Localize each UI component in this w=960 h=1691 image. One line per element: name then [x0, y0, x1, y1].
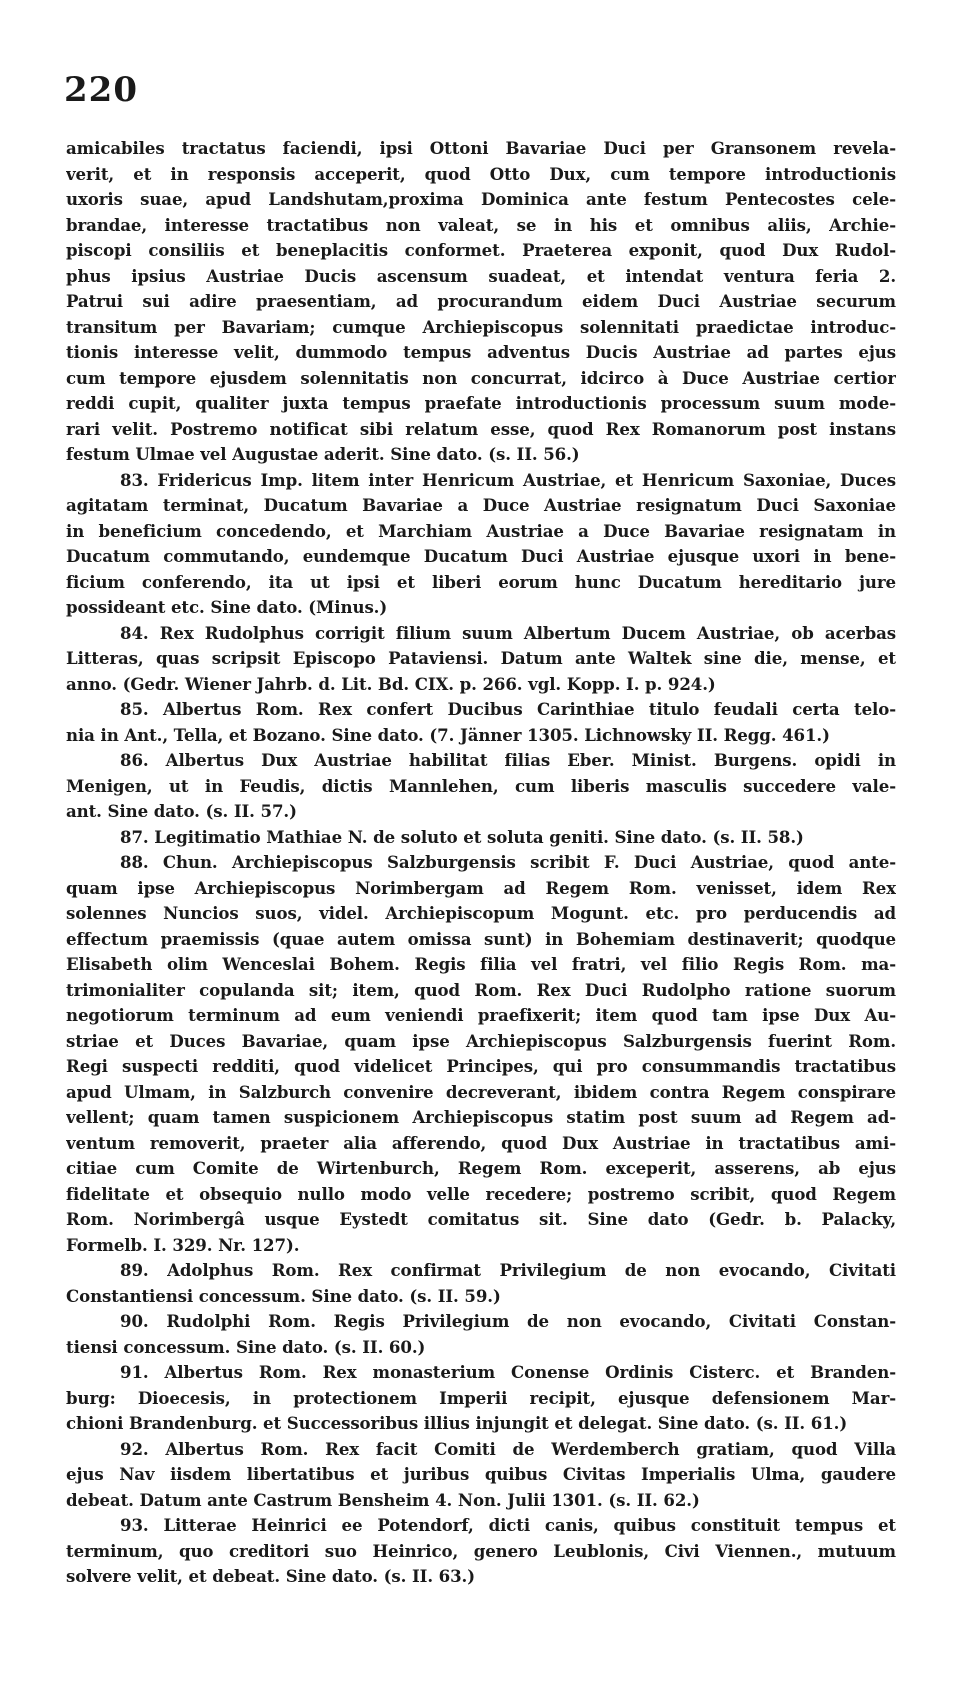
text-line: reddi cupit, qualiter juxta tempus praefate introductionis processum suum mode-: [66, 393, 896, 413]
text-line: Litteras, quas scripsit Episcopo Pataviensi. Datum ante Waltek sine die, mense, et: [66, 648, 896, 668]
text-line: uxoris suae, apud Landshutam,proxima Dominica ante festum Pentecostes cele-: [66, 189, 896, 209]
text-line: phus ipsius Austriae Ducis ascensum suadeat, et intendat ventura feria 2.: [66, 265, 896, 286]
text-line: chioni Brandenburg. et Successoribus illius injungit et delegat. Sine dato. (s. II. 61.): [66, 1413, 848, 1433]
text-line: effectum praemissis (quae autem omissa sunt) in Bohemiam destinaverit; quodque: [66, 928, 896, 949]
text-line: brandae, interesse tractatibus non valeat, se in his et omnibus aliis, Archie-: [66, 214, 896, 235]
text-line: cum tempore ejusdem solennitatis non concurrat, idcirco à Duce Austriae certior: [66, 367, 896, 388]
text-body: [66, 136, 896, 1590]
text-line: Menigen, ut in Feudis, dictis Mannlehen, cum liberis masculis succedere vale-: [66, 775, 896, 796]
text-line: nia in Ant., Tella, et Bozano. Sine dato. (7. Jänner 1305. Lichnowsky II. Regg. 461.): [66, 724, 830, 745]
text-line: rari velit. Postremo notificat sibi relatum esse, quod Rex Romanorum post instans: [66, 418, 896, 439]
text-line: 90. Rudolphi Rom. Regis Privilegium de non evocando, Civitati Constan-: [120, 1311, 896, 1331]
text-line: 84. Rex Rudolphus corrigit filium suum Albertum Ducem Austriae, ob acerbas: [120, 622, 896, 643]
text-line: burg: Dioecesis, in protectionem Imperii recipit, ejusque defensionem Mar-: [66, 1387, 896, 1408]
text-line: 93. Litterae Heinrici ee Potendorf, dicti canis, quibus constituit tempus et: [120, 1515, 896, 1535]
text-line: anno. (Gedr. Wiener Jahrb. d. Lit. Bd. CIX. p. 266. vgl. Kopp. I. p. 924.): [66, 673, 716, 694]
text-line: agitatam terminat, Ducatum Bavariae a Duce Austriae resignatum Duci Saxoniae: [66, 495, 896, 515]
text-line: 89. Adolphus Rom. Rex confirmat Privilegium de non evocando, Civitati: [120, 1260, 896, 1280]
text-line: Constantiensi concessum. Sine dato. (s. II. 59.): [66, 1285, 501, 1306]
text-line: transitum per Bavariam; cumque Archiepiscopus solennitati praedictae introduc-: [66, 316, 896, 337]
text-line: 92. Albertus Rom. Rex facit Comiti de Werdemberch gratiam, quod Villa: [120, 1438, 896, 1459]
text-line: ant. Sine dato. (s. II. 57.): [66, 801, 297, 821]
text-line: Regi suspecti redditi, quod videlicet Principes, qui pro consummandis tractatibus: [66, 1056, 896, 1076]
text-line: striae et Duces Bavariae, quam ipse Archiepiscopus Salzburgensis fuerint Rom.: [66, 1030, 896, 1051]
text-line: fidelitate et obsequio nullo modo velle recedere; postremo scribit, quod Regem: [66, 1183, 896, 1204]
text-line: Ducatum commutando, eundemque Ducatum Duci Austriae ejusque uxori in bene-: [66, 546, 896, 566]
text-line: in beneficium concedendo, et Marchiam Austriae a Duce Bavariae resignatam in: [66, 520, 896, 541]
text-line: vellent; quam tamen suspicionem Archiepiscopus statim post suum ad Regem ad-: [66, 1107, 896, 1127]
text-line: Formelb. I. 329. Nr. 127).: [66, 1234, 300, 1255]
text-line: 83. Fridericus Imp. litem inter Henricum Austriae, et Henricum Saxoniae, Duces: [120, 469, 896, 490]
text-line: verit, et in responsis acceperit, quod Otto Dux, cum tempore introductionis: [66, 163, 896, 184]
text-line: ventum removerit, praeter alia afferendo, quod Dux Austriae in tractatibus ami-: [66, 1132, 896, 1153]
page-number: 220: [64, 70, 138, 110]
text-line: possideant etc. Sine dato. (Minus.): [66, 597, 388, 617]
text-line: solennes Nuncios suos, videl. Archiepiscopum Mogunt. etc. pro perducendis ad: [66, 903, 896, 923]
text-line: Elisabeth olim Wenceslai Bohem. Regis filia vel fratri, vel filio Regis Rom. ma-: [66, 954, 896, 974]
text-line: quam ipse Archiepiscopus Norimbergam ad Regem Rom. venisset, idem Rex: [66, 877, 896, 898]
text-line: 88. Chun. Archiepiscopus Salzburgensis scribit F. Duci Austriae, quod ante-: [120, 852, 896, 872]
text-line: 91. Albertus Rom. Rex monasterium Conense Ordinis Cisterc. et Branden-: [120, 1362, 896, 1382]
text-line: festum Ulmae vel Augustae aderit. Sine dato. (s. II. 56.): [66, 444, 580, 464]
text-line: negotiorum terminum ad eum veniendi praefixerit; item quod tam ipse Dux Au-: [66, 1005, 896, 1025]
text-line: ficium conferendo, ita ut ipsi et liberi eorum hunc Ducatum hereditario jure: [66, 571, 896, 592]
text-line: Patrui sui adire praesentiam, ad procurandum eidem Duci Austriae securum: [66, 291, 896, 311]
text-line: solvere velit, et debeat. Sine dato. (s. II. 63.): [66, 1566, 475, 1586]
text-line: amicabiles tractatus faciendi, ipsi Ottoni Bavariae Duci per Gransonem revela-: [66, 138, 896, 158]
text-line: citiae cum Comite de Wirtenburch, Regem Rom. exceperit, asserens, ab ejus: [66, 1158, 896, 1178]
text-line: 86. Albertus Dux Austriae habilitat filias Eber. Minist. Burgens. opidi in: [120, 750, 896, 770]
text-line: Rom. Norimbergâ usque Eystedt comitatus sit. Sine dato (Gedr. b. Palacky,: [66, 1209, 896, 1229]
text-line: debeat. Datum ante Castrum Bensheim 4. Non. Julii 1301. (s. II. 62.): [66, 1489, 700, 1510]
text-line: tionis interesse velit, dummodo tempus adventus Ducis Austriae ad partes ejus: [66, 342, 896, 362]
text-line: terminum, quo creditori suo Heinrico, genero Leublonis, Civi Viennen., mutuum: [66, 1540, 896, 1561]
text-line: piscopi consiliis et beneplacitis conformet. Praeterea exponit, quod Dux Rudol-: [66, 240, 896, 260]
text-line: ejus Nav iisdem libertatibus et juribus quibus Civitas Imperialis Ulma, gaudere: [66, 1464, 896, 1484]
text-line: 85. Albertus Rom. Rex confert Ducibus Carinthiae titulo feudali certa telo-: [120, 699, 896, 719]
text-line: 87. Legitimatio Mathiae N. de soluto et soluta geniti. Sine dato. (s. II. 58.): [120, 826, 804, 847]
text-line: apud Ulmam, in Salzburch convenire decreverant, ibidem contra Regem conspirare: [66, 1081, 896, 1102]
text-line: trimonialiter copulanda sit; item, quod Rom. Rex Duci Rudolpho ratione suorum: [66, 979, 896, 1000]
text-line: tiensi concessum. Sine dato. (s. II. 60.): [66, 1336, 426, 1357]
